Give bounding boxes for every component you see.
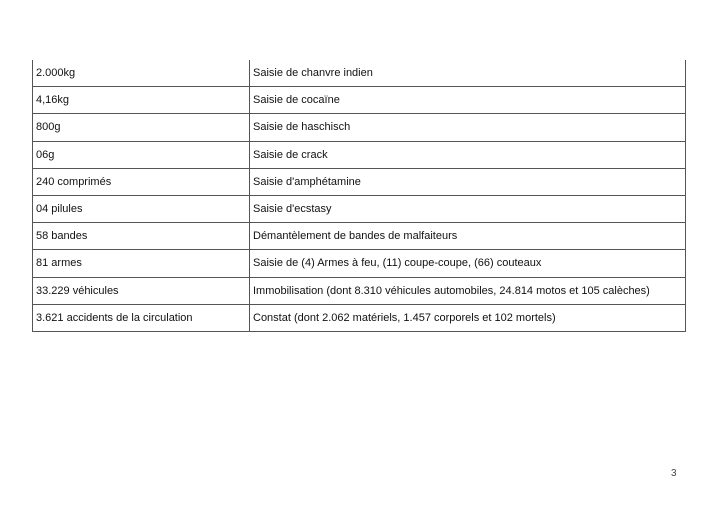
description-cell: Constat (dont 2.062 matériels, 1.457 corporels et 102 mortels) xyxy=(250,304,686,331)
table-row xyxy=(33,223,686,250)
table-row xyxy=(33,87,686,114)
table-row xyxy=(33,141,686,168)
description-cell: Saisie de haschisch xyxy=(250,114,686,141)
quantity-cell: 58 bandes xyxy=(33,223,250,250)
description-cell: Saisie de chanvre indien xyxy=(250,60,686,87)
table-row xyxy=(33,168,686,195)
description-cell: Immobilisation (dont 8.310 véhicules automobiles, 24.814 motos et 105 calèches) xyxy=(250,277,686,304)
quantity-cell: 2.000kg xyxy=(33,60,250,87)
table-row xyxy=(33,114,686,141)
table-row xyxy=(33,304,686,331)
table-row xyxy=(33,60,686,87)
description-cell: Saisie d'amphétamine xyxy=(250,168,686,195)
quantity-cell: 06g xyxy=(33,141,250,168)
results-table xyxy=(32,60,686,332)
table-row xyxy=(33,195,686,222)
description-cell: Saisie de cocaïne xyxy=(250,87,686,114)
description-cell: Démantèlement de bandes de malfaiteurs xyxy=(250,223,686,250)
quantity-cell: 33.229 véhicules xyxy=(33,277,250,304)
description-cell: Saisie de crack xyxy=(250,141,686,168)
page-number: 3 xyxy=(671,468,677,479)
quantity-cell: 04 pilules xyxy=(33,195,250,222)
table-row xyxy=(33,277,686,304)
quantity-cell: 3.621 accidents de la circulation xyxy=(33,304,250,331)
quantity-cell: 81 armes xyxy=(33,250,250,277)
description-cell: Saisie d'ecstasy xyxy=(250,195,686,222)
quantity-cell: 240 comprimés xyxy=(33,168,250,195)
quantity-cell: 4,16kg xyxy=(33,87,250,114)
description-cell: Saisie de (4) Armes à feu, (11) coupe-coupe, (66) couteaux xyxy=(250,250,686,277)
table-row xyxy=(33,250,686,277)
quantity-cell: 800g xyxy=(33,114,250,141)
